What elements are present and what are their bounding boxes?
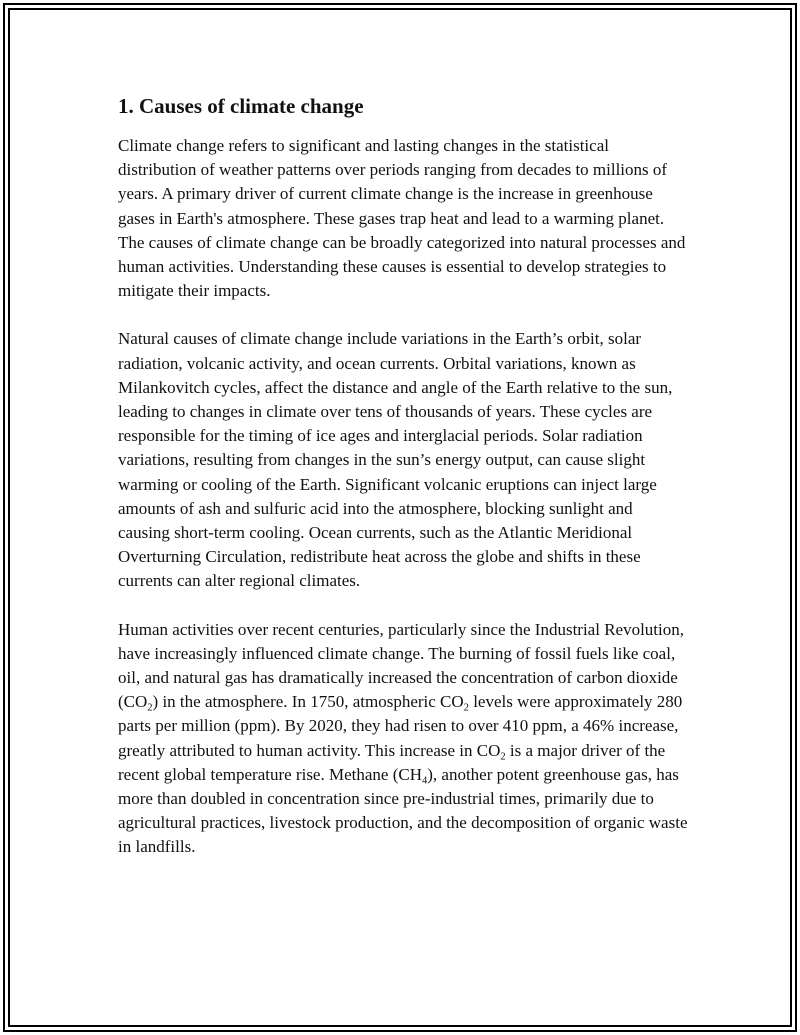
subscript: 2 (147, 702, 153, 714)
section-heading: 1. Causes of climate change (118, 94, 364, 118)
section-content (118, 92, 688, 884)
text-run: ), another potent greenhouse gas, has more than doubled in concentration since pre-industrial times, primarily due to agricultural practices, livestock production, and the decomposition of organic waste in landfills. (118, 764, 688, 857)
text-run: is a major driver of the recent global temperature rise. Methane (CH (118, 740, 666, 784)
paragraph-natural-causes: Natural causes of climate change include variations in the Earth’s orbit, solar radiation, volcanic activity, and ocean currents. Orbital variations, known as Milankovitch cycles, affect the distance and angle of the Earth relative to the sun, leading to changes in climate over tens of thousands of years. These cycles are responsible for the timing of ice ages and interglacial periods. Solar radiation variations, resulting from changes in the sun’s energy output, can cause slight warming or cooling of the Earth. Significant volcanic eruptions can inject large amounts of ash and sulfuric acid into the atmosphere, blocking sunlight and causing short-term cooling. Ocean currents, such as the Atlantic Meridional Overturning Circulation, redistribute heat across the globe and shifts in these currents can alter regional climates. (118, 329, 673, 591)
subscript: 2 (463, 702, 469, 714)
text-run: Human activities over recent centuries, particularly since the Industrial Revolution, have increasingly influenced climate change. The burning of fossil fuels like coal, oil, and natural gas has dramatically increased the concentration of carbon dioxide (CO (118, 619, 685, 712)
text-run: ) in the atmosphere. In 1750, atmospheric CO (152, 692, 464, 712)
subscript: 2 (500, 751, 506, 763)
paragraph-human-causes (118, 618, 688, 860)
text-run: levels were approximately 280 parts per million (ppm). By 2020, they had risen to over 410 ppm, a 46% increase, greatly attributed to human activity. This increase in CO (118, 692, 683, 760)
subscript: 4 (421, 775, 428, 787)
paragraph-intro: Climate change refers to significant and lasting changes in the statistical distribution of weather patterns over periods ranging from decades to millions of years. A primary driver of current climate change is the increase in greenhouse gases in Earth's atmosphere. These gases trap heat and lead to a warming planet. The causes of climate change can be broadly categorized into natural processes and human activities. Understanding these causes is essential to develop strategies to mitigate their impacts. (118, 136, 686, 301)
